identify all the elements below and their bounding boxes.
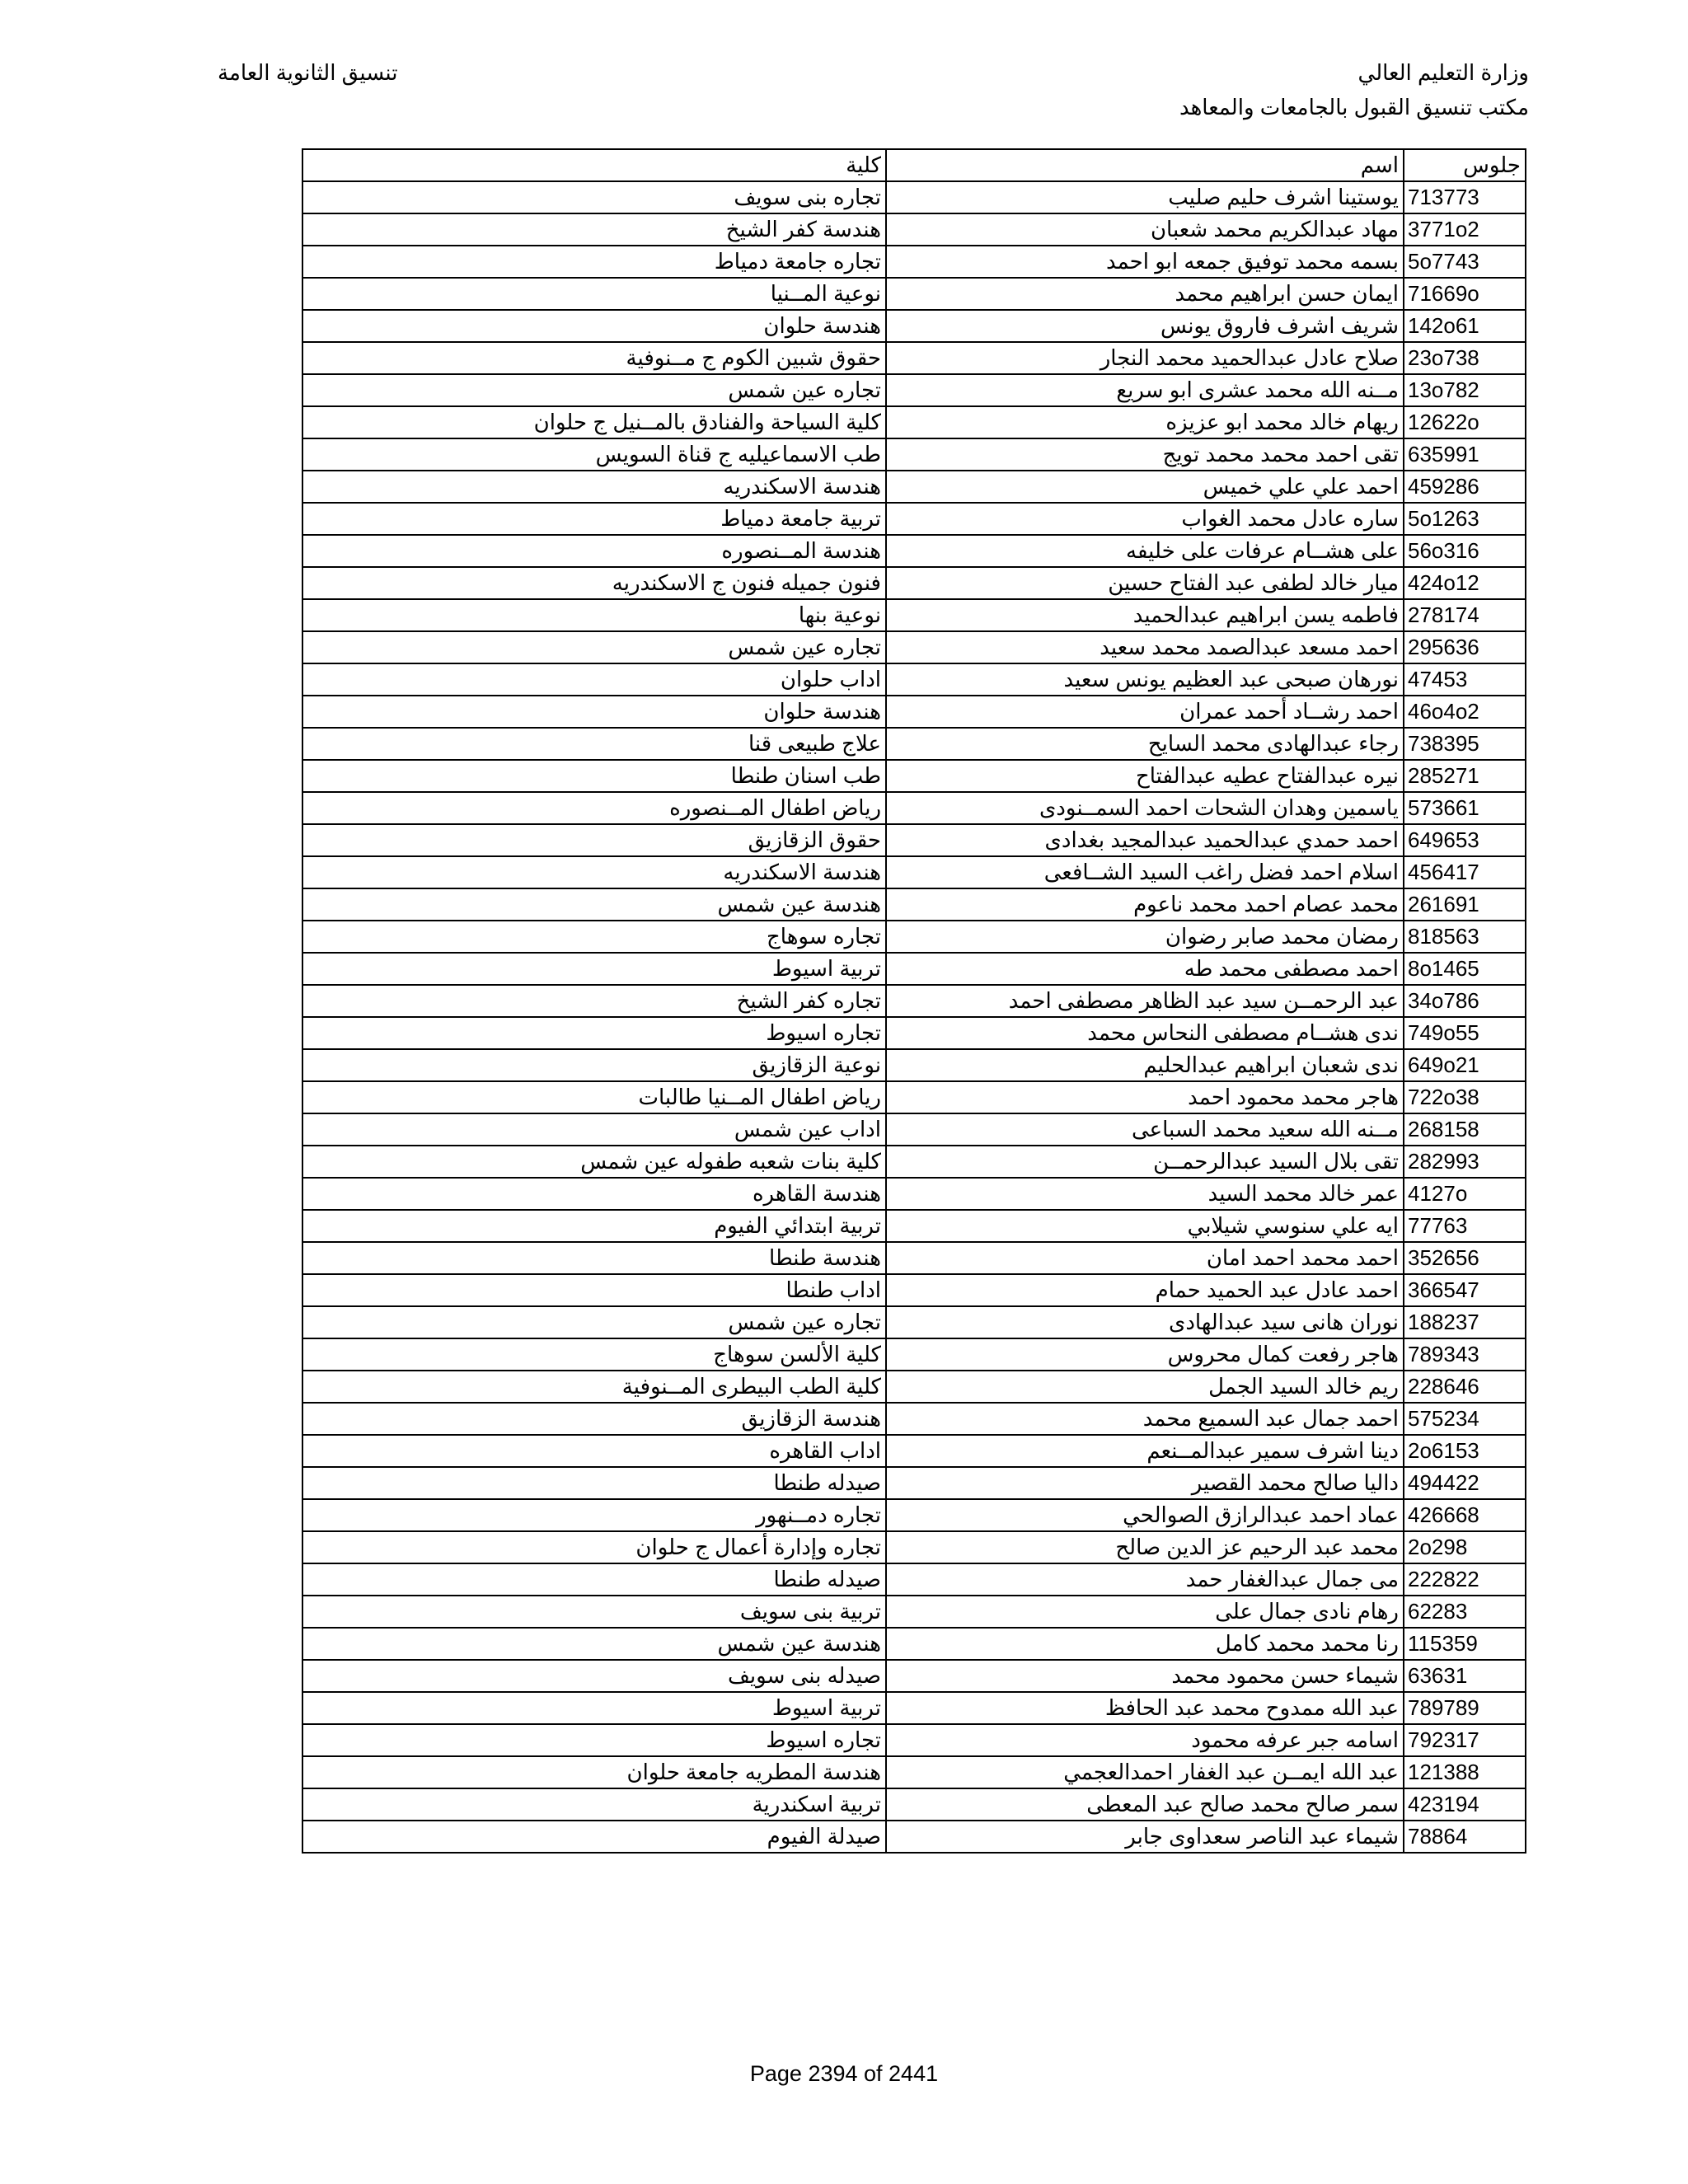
student-name-cell: عبد الله ممدوح محمد عبد الحافظ bbox=[886, 1692, 1404, 1724]
student-name-cell: بسمه محمد توفيق جمعه ابو احمد bbox=[886, 246, 1404, 278]
faculty-cell: هندسة كفر الشيخ bbox=[302, 213, 886, 246]
table-row bbox=[302, 213, 1526, 246]
seat-number-cell: 62283 bbox=[1404, 1596, 1526, 1628]
student-name-cell: مــنه الله سعيد محمد السباعى bbox=[886, 1113, 1404, 1146]
table-row bbox=[302, 1274, 1526, 1306]
faculty-cell: تجاره سوهاج bbox=[302, 921, 886, 953]
seat-number-cell: 295636 bbox=[1404, 631, 1526, 663]
faculty-cell: اداب القاهره bbox=[302, 1435, 886, 1467]
seat-number-cell: 424o12 bbox=[1404, 567, 1526, 599]
faculty-cell: هندسة حلوان bbox=[302, 696, 886, 728]
faculty-cell: تربية اسيوط bbox=[302, 953, 886, 985]
faculty-cell: تربية ابتدائي الفيوم bbox=[302, 1210, 886, 1242]
faculty-cell: هندسة الاسكندريه bbox=[302, 856, 886, 888]
student-name-cell: فاطمه يسن ابراهيم عبدالحميد bbox=[886, 599, 1404, 631]
table-row bbox=[302, 278, 1526, 310]
table-row bbox=[302, 342, 1526, 374]
seat-number-cell: 23o738 bbox=[1404, 342, 1526, 374]
faculty-cell: نوعية الزقازيق bbox=[302, 1049, 886, 1081]
faculty-cell: تجاره اسيوط bbox=[302, 1724, 886, 1756]
seat-number-cell: 789789 bbox=[1404, 1692, 1526, 1724]
student-name-cell: تقى احمد محمد محمد تويج bbox=[886, 438, 1404, 471]
faculty-cell: طب اسنان طنطا bbox=[302, 760, 886, 792]
seat-number-cell: 5o7743 bbox=[1404, 246, 1526, 278]
faculty-cell: حقوق شبين الكوم ج مــنوفية bbox=[302, 342, 886, 374]
faculty-cell: تربية جامعة دمياط bbox=[302, 503, 886, 535]
seat-number-cell: 282993 bbox=[1404, 1146, 1526, 1178]
student-name-cell: رمضان محمد صابر رضوان bbox=[886, 921, 1404, 953]
seat-number-cell: 13o782 bbox=[1404, 374, 1526, 406]
seat-number-cell: 635991 bbox=[1404, 438, 1526, 471]
table-row bbox=[302, 824, 1526, 856]
faculty-cell: اداب طنطا bbox=[302, 1274, 886, 1306]
seat-number-cell: 2o298 bbox=[1404, 1531, 1526, 1563]
faculty-cell: طب الاسماعيليه ج قناة السويس bbox=[302, 438, 886, 471]
seat-number-cell: 426668 bbox=[1404, 1499, 1526, 1531]
faculty-cell: كلية الطب البيطرى المــنوفية bbox=[302, 1371, 886, 1403]
table-row bbox=[302, 1146, 1526, 1178]
faculty-cell: نوعية المــنيا bbox=[302, 278, 886, 310]
student-name-cell: ريهام خالد محمد ابو عزيزه bbox=[886, 406, 1404, 438]
admissions-table bbox=[302, 148, 1526, 1854]
table-row bbox=[302, 1210, 1526, 1242]
student-name-cell: مى جمال عبدالغفار حمد bbox=[886, 1563, 1404, 1596]
table-row bbox=[302, 310, 1526, 342]
seat-number-cell: 749o55 bbox=[1404, 1017, 1526, 1049]
student-name-cell: دينا اشرف سمير عبدالمــنعم bbox=[886, 1435, 1404, 1467]
seat-number-cell: 34o786 bbox=[1404, 985, 1526, 1017]
faculty-cell: هندسة عين شمس bbox=[302, 888, 886, 921]
seat-number-cell: 5o1263 bbox=[1404, 503, 1526, 535]
seat-number-cell: 366547 bbox=[1404, 1274, 1526, 1306]
faculty-cell: اداب عين شمس bbox=[302, 1113, 886, 1146]
table-row bbox=[302, 1628, 1526, 1660]
ministry-title: وزارة التعليم العالي bbox=[1357, 60, 1529, 85]
table-row bbox=[302, 1242, 1526, 1274]
student-name-cell: احمد حمدي عبدالحميد عبدالمجيد بغدادى bbox=[886, 824, 1404, 856]
faculty-cell: نوعية بنها bbox=[302, 599, 886, 631]
faculty-cell: تجاره كفر الشيخ bbox=[302, 985, 886, 1017]
seat-number-cell: 285271 bbox=[1404, 760, 1526, 792]
faculty-cell: رياض اطفال المــنيا طالبات bbox=[302, 1081, 886, 1113]
student-name-cell: احمد محمد احمد امان bbox=[886, 1242, 1404, 1274]
student-name-cell: رنا محمد محمد كامل bbox=[886, 1628, 1404, 1660]
table-row bbox=[302, 1821, 1526, 1853]
table-row bbox=[302, 728, 1526, 760]
seat-number-cell: 71669o bbox=[1404, 278, 1526, 310]
faculty-cell: كلية بنات شعبه طفوله عين شمس bbox=[302, 1146, 886, 1178]
table-row bbox=[302, 888, 1526, 921]
faculty-cell: صيدلة الفيوم bbox=[302, 1821, 886, 1853]
student-name-cell: ريم خالد السيد الجمل bbox=[886, 1371, 1404, 1403]
seat-number-cell: 56o316 bbox=[1404, 535, 1526, 567]
table-row bbox=[302, 503, 1526, 535]
table-row bbox=[302, 1660, 1526, 1692]
seat-number-cell: 46o4o2 bbox=[1404, 696, 1526, 728]
table-row bbox=[302, 953, 1526, 985]
table-row bbox=[302, 406, 1526, 438]
student-name-cell: عبد الرحمــن سيد عبد الظاهر مصطفى احمد bbox=[886, 985, 1404, 1017]
student-name-cell: صلاح عادل عبدالحميد محمد النجار bbox=[886, 342, 1404, 374]
table-row bbox=[302, 856, 1526, 888]
seat-number-cell: 4127o bbox=[1404, 1178, 1526, 1210]
table-row bbox=[302, 1692, 1526, 1724]
seat-number-cell: 121388 bbox=[1404, 1756, 1526, 1788]
table-row bbox=[302, 663, 1526, 696]
faculty-cell: تجاره وإدارة أعمال ج حلوان bbox=[302, 1531, 886, 1563]
seat-number-cell: 818563 bbox=[1404, 921, 1526, 953]
faculty-cell: هندسة حلوان bbox=[302, 310, 886, 342]
column-header-faculty: كلية bbox=[302, 149, 886, 181]
table-row bbox=[302, 696, 1526, 728]
table-row bbox=[302, 631, 1526, 663]
seat-number-cell: 423194 bbox=[1404, 1788, 1526, 1821]
seat-number-cell: 456417 bbox=[1404, 856, 1526, 888]
seat-number-cell: 2o6153 bbox=[1404, 1435, 1526, 1467]
student-name-cell: تقى بلال السيد عبدالرحمــن bbox=[886, 1146, 1404, 1178]
seat-number-cell: 142o61 bbox=[1404, 310, 1526, 342]
faculty-cell: صيدله طنطا bbox=[302, 1563, 886, 1596]
table-row bbox=[302, 760, 1526, 792]
column-header-id: جلوس bbox=[1404, 149, 1526, 181]
table-row bbox=[302, 1113, 1526, 1146]
table-row bbox=[302, 599, 1526, 631]
faculty-cell: هندسة المطريه جامعة حلوان bbox=[302, 1756, 886, 1788]
seat-number-cell: 8o1465 bbox=[1404, 953, 1526, 985]
section-title: تنسيق الثانوية العامة bbox=[218, 60, 398, 85]
seat-number-cell: 228646 bbox=[1404, 1371, 1526, 1403]
office-title: مكتب تنسيق القبول بالجامعات والمعاهد bbox=[1179, 95, 1529, 120]
seat-number-cell: 278174 bbox=[1404, 599, 1526, 631]
table-row bbox=[302, 1435, 1526, 1467]
seat-number-cell: 63631 bbox=[1404, 1660, 1526, 1692]
table-row bbox=[302, 1467, 1526, 1499]
student-name-cell: رهام نادى جمال على bbox=[886, 1596, 1404, 1628]
faculty-cell: تربية اسيوط bbox=[302, 1692, 886, 1724]
faculty-cell: صيدله طنطا bbox=[302, 1467, 886, 1499]
faculty-cell: كلية الألسن سوهاج bbox=[302, 1338, 886, 1371]
table-row bbox=[302, 921, 1526, 953]
table-row bbox=[302, 1081, 1526, 1113]
table-row bbox=[302, 1531, 1526, 1563]
student-name-cell: عماد احمد عبدالرازق الصوالحي bbox=[886, 1499, 1404, 1531]
table-row bbox=[302, 1178, 1526, 1210]
student-name-cell: نيره عبدالفتاح عطيه عبدالفتاح bbox=[886, 760, 1404, 792]
faculty-cell: تربية اسكندرية bbox=[302, 1788, 886, 1821]
student-name-cell: مهاد عبدالكريم محمد شعبان bbox=[886, 213, 1404, 246]
faculty-cell: هندسة طنطا bbox=[302, 1242, 886, 1274]
table-row bbox=[302, 985, 1526, 1017]
table-row bbox=[302, 246, 1526, 278]
table-row bbox=[302, 181, 1526, 213]
seat-number-cell: 261691 bbox=[1404, 888, 1526, 921]
seat-number-cell: 47453 bbox=[1404, 663, 1526, 696]
seat-number-cell: 188237 bbox=[1404, 1306, 1526, 1338]
faculty-cell: رياض اطفال المــنصوره bbox=[302, 792, 886, 824]
student-name-cell: ميار خالد لطفى عبد الفتاح حسين bbox=[886, 567, 1404, 599]
admissions-table-body bbox=[302, 149, 1526, 1853]
student-name-cell: ندى هشــام مصطفى النحاس محمد bbox=[886, 1017, 1404, 1049]
table-row bbox=[302, 1371, 1526, 1403]
student-name-cell: هاجر محمد محمود احمد bbox=[886, 1081, 1404, 1113]
seat-number-cell: 268158 bbox=[1404, 1113, 1526, 1146]
faculty-cell: كلية السياحة والفنادق بالمــنيل ج حلوان bbox=[302, 406, 886, 438]
faculty-cell: تجاره جامعة دمياط bbox=[302, 246, 886, 278]
student-name-cell: احمد عادل عبد الحميد حمام bbox=[886, 1274, 1404, 1306]
table-row bbox=[302, 535, 1526, 567]
student-name-cell: اسامه جبر عرفه محمود bbox=[886, 1724, 1404, 1756]
student-name-cell: عمر خالد محمد السيد bbox=[886, 1178, 1404, 1210]
student-name-cell: هاجر رفعت كمال محروس bbox=[886, 1338, 1404, 1371]
student-name-cell: مــنه الله محمد عشرى ابو سريع bbox=[886, 374, 1404, 406]
faculty-cell: تجاره دمــنهور bbox=[302, 1499, 886, 1531]
faculty-cell: هندسة الاسكندريه bbox=[302, 471, 886, 503]
table-row bbox=[302, 1499, 1526, 1531]
table-row bbox=[302, 792, 1526, 824]
page-number: Page 2394 of 2441 bbox=[749, 2061, 939, 2086]
faculty-cell: تجاره بنى سويف bbox=[302, 181, 886, 213]
seat-number-cell: 722o38 bbox=[1404, 1081, 1526, 1113]
seat-number-cell: 789343 bbox=[1404, 1338, 1526, 1371]
faculty-cell: تجاره عين شمس bbox=[302, 631, 886, 663]
student-name-cell: محمد عبد الرحيم عز الدين صالح bbox=[886, 1531, 1404, 1563]
faculty-cell: صيدله بنى سويف bbox=[302, 1660, 886, 1692]
student-name-cell: ندى شعبان ابراهيم عبدالحليم bbox=[886, 1049, 1404, 1081]
seat-number-cell: 459286 bbox=[1404, 471, 1526, 503]
student-name-cell: ايه علي سنوسي شيلابي bbox=[886, 1210, 1404, 1242]
student-name-cell: احمد رشــاد أحمد عمران bbox=[886, 696, 1404, 728]
table-row bbox=[302, 1756, 1526, 1788]
student-name-cell: احمد علي علي خميس bbox=[886, 471, 1404, 503]
faculty-cell: تجاره عين شمس bbox=[302, 374, 886, 406]
student-name-cell: ياسمين وهدان الشحات احمد السمــنودى bbox=[886, 792, 1404, 824]
table-row bbox=[302, 1017, 1526, 1049]
column-header-name: اسم bbox=[886, 149, 1404, 181]
table-row bbox=[302, 1049, 1526, 1081]
faculty-cell: تجاره اسيوط bbox=[302, 1017, 886, 1049]
student-name-cell: عبد الله ايمــن عبد الغفار احمدالعجمي bbox=[886, 1756, 1404, 1788]
faculty-cell: هندسة القاهره bbox=[302, 1178, 886, 1210]
seat-number-cell: 12622o bbox=[1404, 406, 1526, 438]
seat-number-cell: 77763 bbox=[1404, 1210, 1526, 1242]
seat-number-cell: 3771o2 bbox=[1404, 213, 1526, 246]
table-row bbox=[302, 567, 1526, 599]
table-row bbox=[302, 471, 1526, 503]
seat-number-cell: 352656 bbox=[1404, 1242, 1526, 1274]
table-row bbox=[302, 374, 1526, 406]
table-row bbox=[302, 1338, 1526, 1371]
faculty-cell: هندسة المــنصوره bbox=[302, 535, 886, 567]
student-name-cell: رجاء عبدالهادى محمد السايح bbox=[886, 728, 1404, 760]
student-name-cell: احمد مصطفى محمد طه bbox=[886, 953, 1404, 985]
student-name-cell: نوران هانى سيد عبدالهادى bbox=[886, 1306, 1404, 1338]
student-name-cell: داليا صالح محمد القصير bbox=[886, 1467, 1404, 1499]
faculty-cell: تجاره عين شمس bbox=[302, 1306, 886, 1338]
seat-number-cell: 713773 bbox=[1404, 181, 1526, 213]
seat-number-cell: 78864 bbox=[1404, 1821, 1526, 1853]
table-row bbox=[302, 1306, 1526, 1338]
seat-number-cell: 792317 bbox=[1404, 1724, 1526, 1756]
student-name-cell: يوستينا اشرف حليم صليب bbox=[886, 181, 1404, 213]
student-name-cell: احمد مسعد عبدالصمد محمد سعيد bbox=[886, 631, 1404, 663]
student-name-cell: ايمان حسن ابراهيم محمد bbox=[886, 278, 1404, 310]
seat-number-cell: 649653 bbox=[1404, 824, 1526, 856]
student-name-cell: احمد جمال عبد السميع محمد bbox=[886, 1403, 1404, 1435]
faculty-cell: تربية بنى سويف bbox=[302, 1596, 886, 1628]
student-name-cell: محمد عصام احمد محمد ناعوم bbox=[886, 888, 1404, 921]
table-row bbox=[302, 1563, 1526, 1596]
table-row bbox=[302, 438, 1526, 471]
faculty-cell: فنون جميله فنون ج الاسكندريه bbox=[302, 567, 886, 599]
faculty-cell: اداب حلوان bbox=[302, 663, 886, 696]
faculty-cell: هندسة الزقازيق bbox=[302, 1403, 886, 1435]
seat-number-cell: 494422 bbox=[1404, 1467, 1526, 1499]
seat-number-cell: 222822 bbox=[1404, 1563, 1526, 1596]
seat-number-cell: 575234 bbox=[1404, 1403, 1526, 1435]
seat-number-cell: 649o21 bbox=[1404, 1049, 1526, 1081]
table-row bbox=[302, 1596, 1526, 1628]
student-name-cell: شيماء حسن محمود محمد bbox=[886, 1660, 1404, 1692]
faculty-cell: هندسة عين شمس bbox=[302, 1628, 886, 1660]
faculty-cell: علاج طبيعى قنا bbox=[302, 728, 886, 760]
table-header-row bbox=[302, 149, 1526, 181]
student-name-cell: شريف اشرف فاروق يونس bbox=[886, 310, 1404, 342]
faculty-cell: حقوق الزقازيق bbox=[302, 824, 886, 856]
student-name-cell: شيماء عبد الناصر سعداوى جابر bbox=[886, 1821, 1404, 1853]
seat-number-cell: 573661 bbox=[1404, 792, 1526, 824]
student-name-cell: نورهان صبحى عبد العظيم يونس سعيد bbox=[886, 663, 1404, 696]
student-name-cell: سمر صالح محمد صالح عبد المعطى bbox=[886, 1788, 1404, 1821]
student-name-cell: ساره عادل محمد الغواب bbox=[886, 503, 1404, 535]
table-row bbox=[302, 1788, 1526, 1821]
student-name-cell: على هشــام عرفات على خليفه bbox=[886, 535, 1404, 567]
table-row bbox=[302, 1724, 1526, 1756]
table-row bbox=[302, 1403, 1526, 1435]
student-name-cell: اسلام احمد فضل راغب السيد الشــافعى bbox=[886, 856, 1404, 888]
seat-number-cell: 738395 bbox=[1404, 728, 1526, 760]
seat-number-cell: 115359 bbox=[1404, 1628, 1526, 1660]
